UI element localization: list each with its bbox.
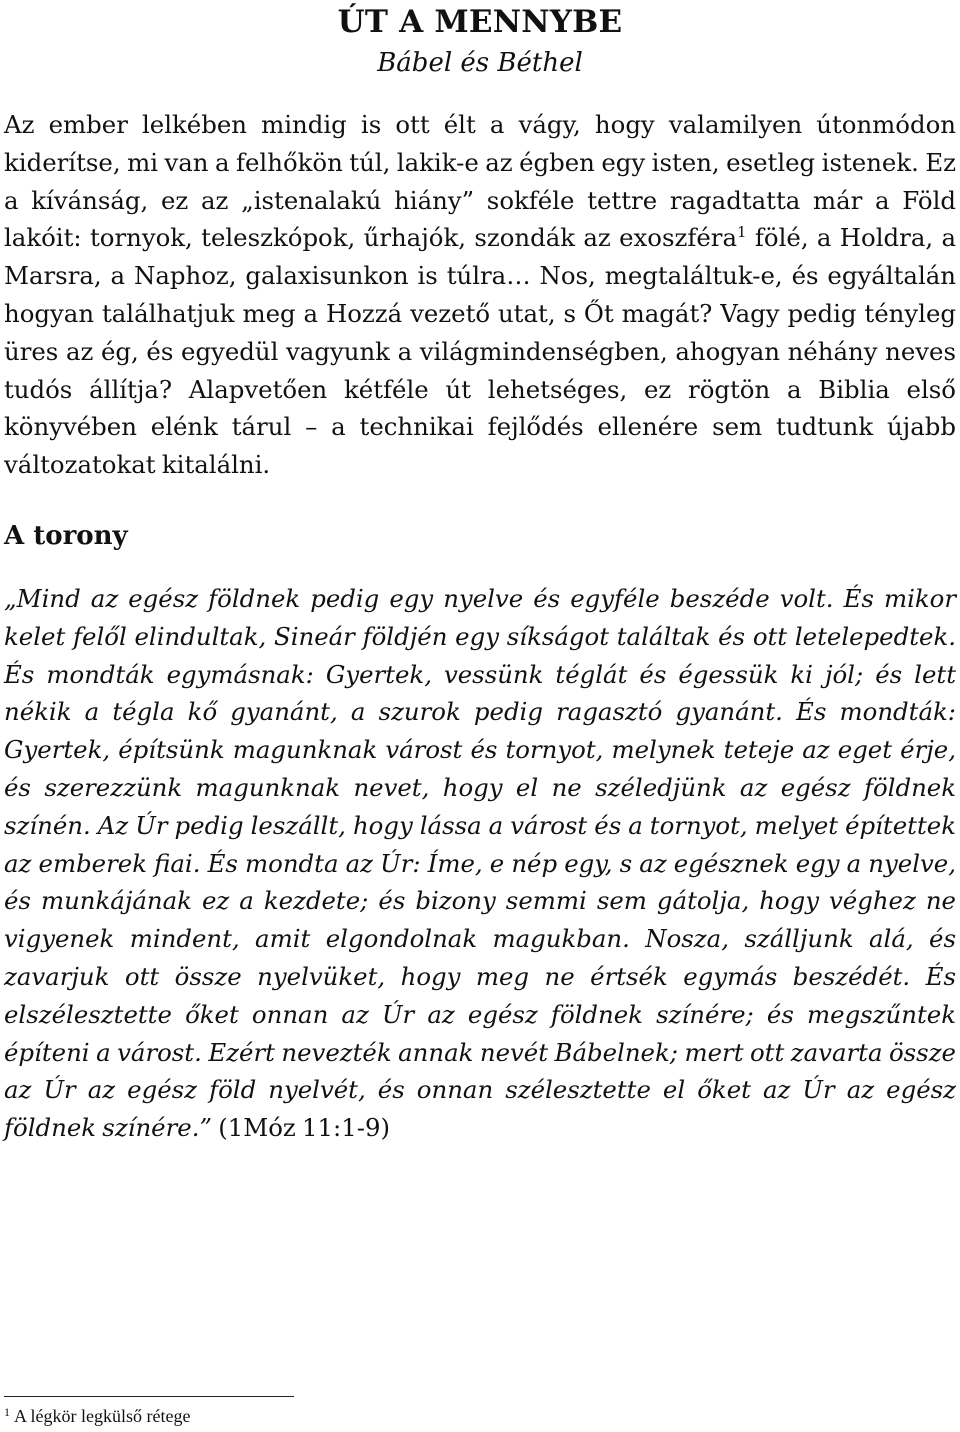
page-title: ÚT A MENNYBE [337,4,623,40]
footnote [4,1405,190,1427]
section-heading: A torony [4,520,128,551]
intro-text-part2: fölé, a Holdra, a Marsra, a Naphoz, galaxisunkon is túlra… Nos, megtaláltuk-e, és egyáltalán hogyan találhatjuk meg a Hozzá vezető utat, s Őt magát? Vagy pedig tényleg üres az ég, és egyedül vagyunk a világmindenségben, ahogyan néhány neves tudós állítja? Alapvetően kétféle út lehetséges, ez rögtön a Biblia első könyvében elénk tárul – a technikai fejlődés ellenére sem tudtunk újabb változatokat kitalálni. [4,223,956,480]
intro-paragraph [4,106,956,484]
footnote-divider [4,1396,294,1397]
footnote-text: A légkör legkülső rétege [14,1406,191,1426]
footnote-marker: 1 [4,1405,10,1419]
page-subtitle: Bábel és Béthel [377,48,583,78]
quote-text: „Mind az egész földnek pedig egy nyelve és egyféle beszéde volt. És mikor kelet felől elindultak, Sineár földjén egy síkságot találtak és ott letelepedtek. És mondták egymásnak: Gyertek, vessünk téglát és égessük ki jól; és lett nékik a tégla kő gyanánt, a szurok pedig ragasztó gyanánt. És mondták: Gyertek, építsünk magunknak várost és tornyot, melynek teteje az eget érje, és szerezzünk magunknak nevet, hogy el ne széledjünk az egész földnek színén. Az Úr pedig leszállt, hogy lássa a várost és a tornyot, melyet építettek az emberek fiai. És mondta az Úr: Íme, e nép egy, s az egésznek egy a nyelve, és munkájának ez a kezdete; és bizony semmi sem gátolja, hogy véghez ne vigyenek mindent, amit elgondolnak magukban. Nosza, szálljunk alá, és zavarjuk ott össze nyelvüket, hogy meg ne értsék egymás beszédét. És elszélesztette őket onnan az Úr az egész földnek színére; és megszűntek építeni a várost. Ezért nevezték annak nevét Bábelnek; mert ott zavarta össze az Úr az egész föld nyelvét, és onnan szélesztette el őket az Úr az egész földnek színére.” [4,583,956,1143]
document-page [4,0,956,1147]
intro-text-part1: Az ember lelkében mindig is ott élt a vágy, hogy valamilyen útonmódon kiderítse, mi van a felhőkön túl, lakik-e az égben egy isten, esetleg istenek. Ez a kívánság, ez az „istenalakú hiány” sokféle tettre ragadtatta már a Föld lakóit: tornyok, teleszkópok, űrhajók, szondák az exoszféra [4,110,956,253]
footnote-reference[interactable]: 1 [737,223,747,242]
quote-reference: (1Móz 11:1-9) [211,1113,391,1143]
bible-quote [4,580,956,1147]
